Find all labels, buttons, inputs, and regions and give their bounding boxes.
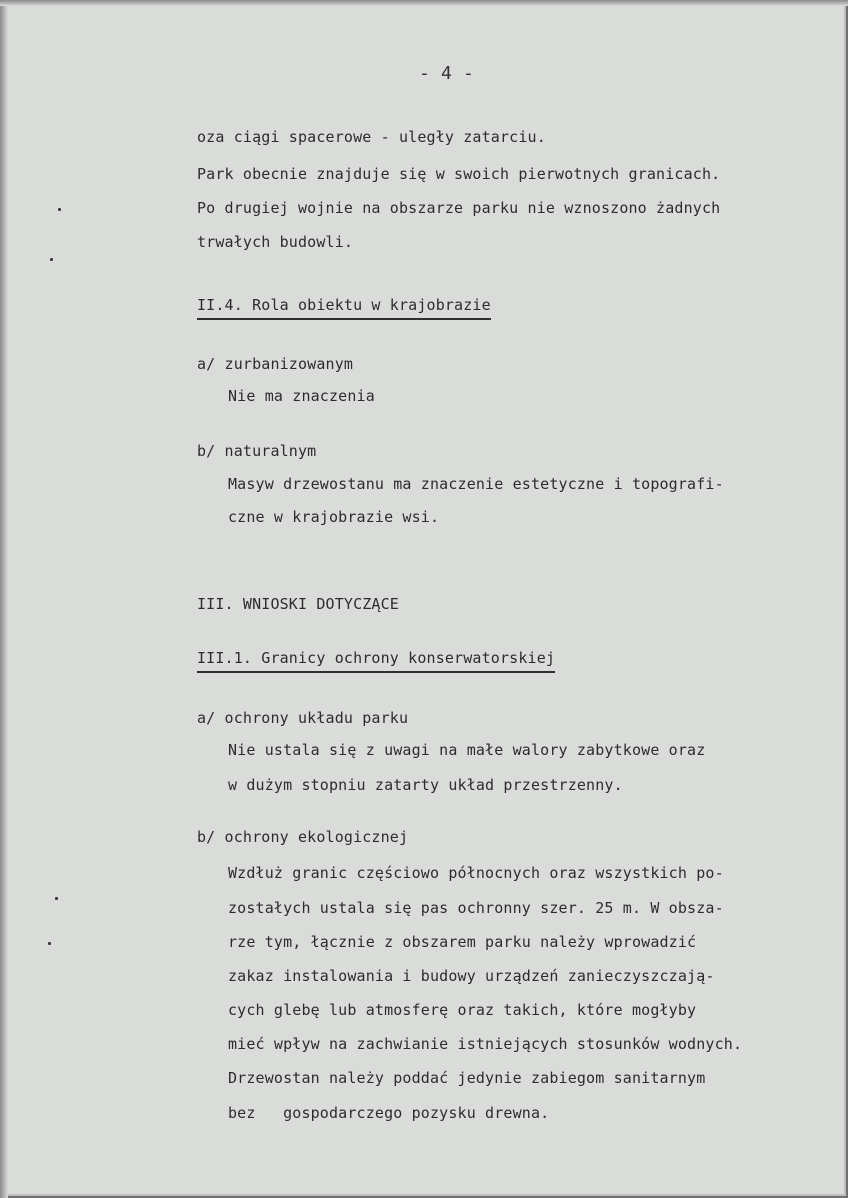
margin-mark	[50, 258, 53, 261]
list-item-label: b/ ochrony ekologicznej	[197, 828, 409, 846]
section-heading: II.4. Rola obiektu w krajobrazie	[197, 296, 491, 320]
page-number: - 4 -	[419, 63, 474, 84]
text-line: czne w krajobrazie wsi.	[228, 508, 440, 526]
list-item-label: a/ zurbanizowanym	[197, 355, 354, 373]
margin-mark	[58, 208, 61, 211]
text-line: Wzdłuż granic częściowo północnych oraz wszystkich po-	[228, 864, 724, 882]
list-item-label: b/ naturalnym	[197, 442, 317, 460]
text-line: cych glebę lub atmosferę oraz takich, które mogłyby	[228, 1001, 697, 1019]
text-line: Nie ustala się z uwagi na małe walory zabytkowe oraz	[228, 741, 706, 759]
text-line: Nie ma znaczenia	[228, 387, 375, 405]
text-line: Drzewostan należy poddać jedynie zabiegom sanitarnym	[228, 1069, 706, 1087]
section-heading: III.1. Granicy ochrony konserwatorskiej	[197, 649, 555, 673]
text-line: zakaz instalowania i budowy urządzeń zanieczyszczają-	[228, 967, 715, 985]
page-top-shadow	[0, 0, 848, 6]
page-left-shadow	[0, 0, 8, 1198]
list-item-label: a/ ochrony układu parku	[197, 709, 409, 727]
text-line: Po drugiej wojnie na obszarze parku nie wznoszono żadnych	[197, 199, 721, 217]
text-line: Park obecnie znajduje się w swoich pierwotnych granicach.	[197, 165, 721, 183]
text-line: zostałych ustala się pas ochronny szer. 25 m. W obsza-	[228, 899, 724, 917]
text-line: Masyw drzewostanu ma znaczenie estetyczne i topografi-	[228, 475, 724, 493]
text-line: rze tym, łącznie z obszarem parku należy wprowadzić	[228, 933, 697, 951]
text-line: w dużym stopniu zatarty układ przestrzenny.	[228, 776, 623, 794]
margin-mark	[48, 942, 51, 945]
text-line: bez gospodarczego pozysku drewna.	[228, 1104, 550, 1122]
text-line: oza ciągi spacerowe - uległy zatarciu.	[197, 128, 546, 146]
margin-mark	[55, 897, 58, 900]
text-line: trwałych budowli.	[197, 233, 354, 251]
text-line: mieć wpływ na zachwianie istniejących stosunków wodnych.	[228, 1035, 743, 1053]
chapter-heading: III. WNIOSKI DOTYCZĄCE	[197, 595, 399, 613]
